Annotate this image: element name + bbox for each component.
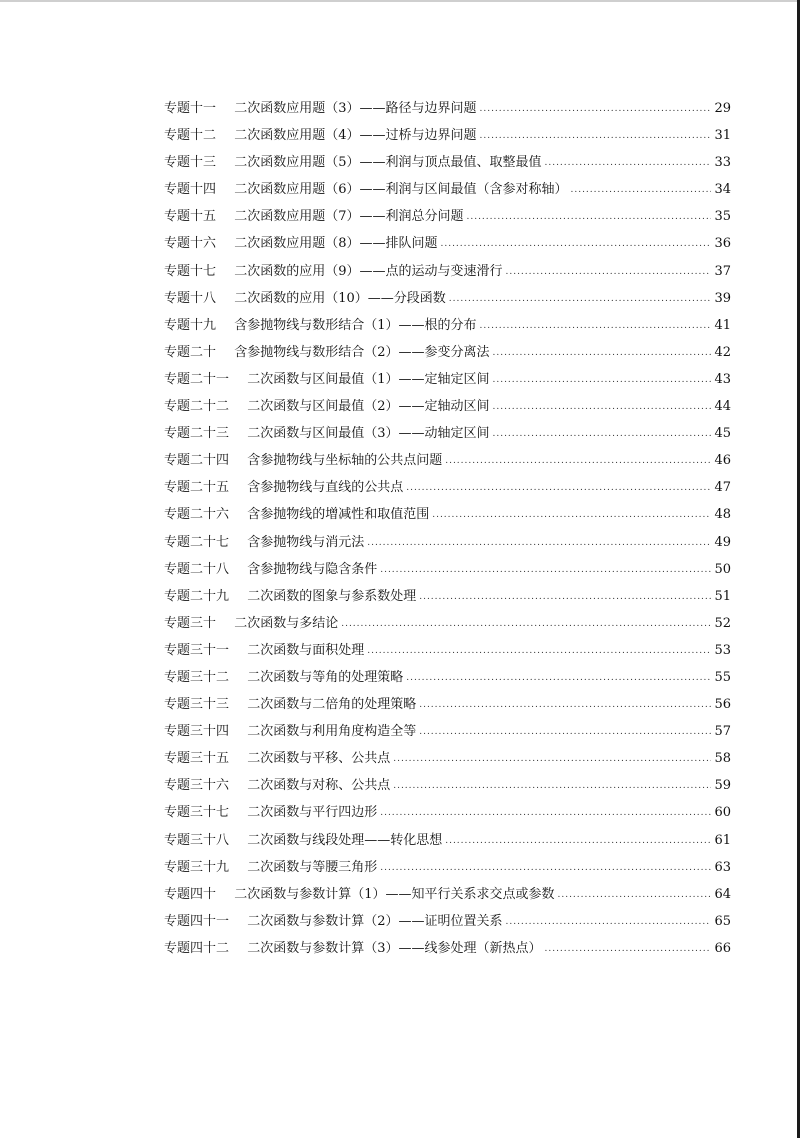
toc-entry-title: 二次函数与利用角度构造全等 bbox=[247, 724, 417, 740]
toc-entry bbox=[164, 940, 731, 967]
toc-dot-leader bbox=[419, 723, 711, 741]
toc-entry-number: 专题二十六 bbox=[164, 507, 230, 523]
toc-dot-leader bbox=[445, 452, 711, 470]
toc-dot-leader bbox=[367, 642, 711, 660]
toc-dot-leader bbox=[505, 913, 711, 931]
toc-dot-leader bbox=[557, 886, 711, 904]
toc-entry-title: 二次函数应用题（3）——路径与边界问题 bbox=[234, 101, 477, 116]
toc-entry-number: 专题二十七 bbox=[164, 534, 230, 550]
toc-entry-page-number: 49 bbox=[714, 534, 731, 550]
toc-dot-leader bbox=[449, 290, 712, 308]
toc-dot-leader bbox=[445, 832, 711, 850]
toc-entry-title: 二次函数与对称、公共点 bbox=[247, 778, 391, 794]
toc-dot-leader bbox=[492, 344, 711, 362]
toc-entry-page-number: 46 bbox=[714, 453, 731, 469]
toc-entry-title: 二次函数与二倍角的处理策略 bbox=[247, 697, 417, 713]
toc-entry-title: 含参抛物线与消元法 bbox=[247, 534, 365, 550]
toc-entry-page-number: 52 bbox=[714, 615, 731, 631]
toc-entry-title: 二次函数应用题（8）——排队问题 bbox=[234, 236, 438, 252]
toc-entry bbox=[164, 127, 731, 154]
toc-entry bbox=[164, 913, 731, 940]
toc-dot-leader bbox=[367, 534, 711, 552]
toc-entry-title: 含参抛物线与坐标轴的公共点问题 bbox=[247, 453, 443, 469]
toc-entry-number: 专题二十二 bbox=[164, 399, 230, 415]
toc-entry-title: 含参抛物线与数形结合（2）——参变分离法 bbox=[234, 344, 490, 360]
toc-entry bbox=[164, 859, 731, 886]
toc-dot-leader bbox=[406, 479, 711, 497]
toc-entry-title: 二次函数应用题（7）——利润总分问题 bbox=[234, 209, 464, 225]
toc-entry bbox=[164, 371, 731, 398]
toc-dot-leader bbox=[380, 804, 711, 822]
toc-entry-number: 专题四十一 bbox=[164, 913, 230, 929]
toc-dot-leader bbox=[393, 777, 711, 795]
toc-entry bbox=[164, 750, 731, 777]
toc-entry bbox=[164, 804, 731, 831]
toc-entry bbox=[164, 615, 731, 642]
toc-entry-title: 二次函数与平移、公共点 bbox=[247, 751, 391, 767]
toc-entry-number: 专题十八 bbox=[164, 290, 217, 306]
toc-entry-page-number: 48 bbox=[714, 507, 731, 523]
toc-entry-page-number: 47 bbox=[714, 480, 731, 496]
page-top-edge bbox=[0, 0, 800, 2]
toc-entry-page-number: 34 bbox=[714, 182, 731, 198]
toc-entry-title: 二次函数与区间最值（2）——定轴动区间 bbox=[247, 399, 490, 415]
toc-dot-leader bbox=[492, 398, 711, 416]
toc-entry-page-number: 57 bbox=[714, 724, 731, 740]
toc-entry-page-number: 51 bbox=[714, 588, 731, 604]
toc-entry bbox=[164, 561, 731, 588]
toc-dot-leader bbox=[570, 181, 711, 199]
toc-entry bbox=[164, 588, 731, 615]
toc-entry-title: 二次函数与区间最值（1）——定轴定区间 bbox=[247, 371, 490, 387]
toc-entry-number: 专题十二 bbox=[164, 128, 217, 144]
toc-entry-page-number: 61 bbox=[714, 832, 731, 848]
toc-entry-page-number: 29 bbox=[714, 101, 731, 116]
toc-entry-number: 专题四十 bbox=[164, 886, 217, 902]
toc-entry-page-number: 63 bbox=[714, 859, 731, 875]
toc-entry bbox=[164, 777, 731, 804]
toc-dot-leader bbox=[341, 615, 711, 633]
toc-entry-number: 专题十九 bbox=[164, 317, 217, 333]
toc-entry bbox=[164, 100, 731, 127]
toc-dot-leader bbox=[466, 208, 711, 226]
toc-entry-title: 二次函数应用题（4）——过桥与边界问题 bbox=[234, 128, 477, 144]
toc-entry-number: 专题二十三 bbox=[164, 426, 230, 442]
toc-entry-title: 二次函数与线段处理——转化思想 bbox=[247, 832, 443, 848]
toc-entry-page-number: 60 bbox=[714, 805, 731, 821]
toc-dot-leader bbox=[419, 696, 711, 714]
toc-entry-number: 专题二十八 bbox=[164, 561, 230, 577]
toc-entry-page-number: 53 bbox=[714, 642, 731, 658]
toc-dot-leader bbox=[544, 154, 711, 172]
toc-entry-number: 专题三十五 bbox=[164, 751, 230, 767]
toc-entry-page-number: 43 bbox=[714, 371, 731, 387]
toc-entry-number: 专题三十八 bbox=[164, 832, 230, 848]
toc-dot-leader bbox=[406, 669, 711, 687]
toc-entry-number: 专题十四 bbox=[164, 182, 217, 198]
toc-entry-title: 二次函数的应用（10）——分段函数 bbox=[234, 290, 446, 306]
toc-dot-leader bbox=[393, 750, 711, 768]
toc-entry-number: 专题二十四 bbox=[164, 453, 230, 469]
toc-dot-leader bbox=[492, 425, 711, 443]
toc-entry-page-number: 55 bbox=[714, 669, 731, 685]
toc-entry bbox=[164, 696, 731, 723]
toc-entry-title: 含参抛物线与数形结合（1）——根的分布 bbox=[234, 317, 477, 333]
toc-entry-number: 专题三十六 bbox=[164, 778, 230, 794]
toc-entry-number: 专题二十 bbox=[164, 344, 217, 360]
toc-dot-leader bbox=[380, 859, 711, 877]
toc-entry-number: 专题二十一 bbox=[164, 371, 230, 387]
toc-entry-page-number: 42 bbox=[714, 344, 731, 360]
toc-entry bbox=[164, 479, 731, 506]
toc-entry-page-number: 33 bbox=[714, 155, 731, 171]
toc-entry-page-number: 36 bbox=[714, 236, 731, 252]
toc-dot-leader bbox=[380, 561, 711, 579]
toc-entry bbox=[164, 235, 731, 262]
toc-entry-page-number: 45 bbox=[714, 426, 731, 442]
toc-entry-title: 二次函数的应用（9）——点的运动与变速滑行 bbox=[234, 263, 503, 279]
toc-entry-page-number: 31 bbox=[714, 128, 731, 144]
toc-entry-title: 二次函数与多结论 bbox=[234, 615, 339, 631]
toc-entry-number: 专题二十五 bbox=[164, 480, 230, 496]
toc-entry-page-number: 66 bbox=[714, 940, 731, 956]
toc-entry-page-number: 56 bbox=[714, 697, 731, 713]
toc-dot-leader bbox=[492, 371, 711, 389]
toc-entry-number: 专题三十二 bbox=[164, 669, 230, 685]
toc-entry-title: 二次函数与参数计算（3）——线参处理（新热点） bbox=[247, 940, 542, 956]
toc-entry bbox=[164, 642, 731, 669]
toc-entry-title: 含参抛物线的增减性和取值范围 bbox=[247, 507, 430, 523]
toc-entry-title: 含参抛物线与隐含条件 bbox=[247, 561, 378, 577]
toc-entry-title: 二次函数与面积处理 bbox=[247, 642, 365, 658]
toc-entry-page-number: 41 bbox=[714, 317, 731, 333]
toc-entry-number: 专题十五 bbox=[164, 209, 217, 225]
toc-entry-page-number: 65 bbox=[714, 913, 731, 929]
toc-entry bbox=[164, 425, 731, 452]
toc-entry-number: 专题三十七 bbox=[164, 805, 230, 821]
toc-entry-number: 专题三十一 bbox=[164, 642, 230, 658]
toc-entry-number: 专题十六 bbox=[164, 236, 217, 252]
toc-dot-leader bbox=[419, 588, 711, 606]
toc-dot-leader bbox=[479, 127, 711, 145]
toc-dot-leader bbox=[479, 100, 711, 118]
toc-entry-number: 专题二十九 bbox=[164, 588, 230, 604]
toc-entry bbox=[164, 181, 731, 208]
toc-entry bbox=[164, 317, 731, 344]
toc-entry bbox=[164, 154, 731, 181]
toc-entry-number: 专题三十四 bbox=[164, 724, 230, 740]
toc-entry-page-number: 59 bbox=[714, 778, 731, 794]
toc-entry-page-number: 35 bbox=[714, 209, 731, 225]
table-of-contents bbox=[164, 100, 731, 967]
toc-entry-title: 二次函数与等腰三角形 bbox=[247, 859, 378, 875]
toc-entry-title: 二次函数与参数计算（2）——证明位置关系 bbox=[247, 913, 503, 929]
toc-entry bbox=[164, 886, 731, 913]
toc-entry-title: 二次函数与等角的处理策略 bbox=[247, 669, 404, 685]
toc-entry-page-number: 64 bbox=[714, 886, 731, 902]
toc-entry bbox=[164, 832, 731, 859]
toc-entry-page-number: 44 bbox=[714, 399, 731, 415]
toc-entry bbox=[164, 208, 731, 235]
toc-entry bbox=[164, 263, 731, 290]
toc-entry-number: 专题十七 bbox=[164, 263, 217, 279]
toc-entry bbox=[164, 344, 731, 371]
toc-entry-page-number: 39 bbox=[714, 290, 731, 306]
toc-entry-title: 二次函数应用题（6）——利润与区间最值（含参对称轴） bbox=[234, 182, 568, 198]
toc-entry-number: 专题十三 bbox=[164, 155, 217, 171]
toc-entry-number: 专题三十三 bbox=[164, 697, 230, 713]
toc-entry bbox=[164, 452, 731, 479]
toc-entry-number: 专题三十 bbox=[164, 615, 217, 631]
toc-entry bbox=[164, 534, 731, 561]
toc-dot-leader bbox=[479, 317, 711, 335]
toc-entry bbox=[164, 669, 731, 696]
toc-entry bbox=[164, 398, 731, 425]
toc-entry-number: 专题十一 bbox=[164, 101, 217, 116]
toc-entry-number: 专题四十二 bbox=[164, 940, 230, 956]
toc-dot-leader bbox=[432, 506, 711, 524]
toc-entry-title: 二次函数与参数计算（1）——知平行关系求交点或参数 bbox=[234, 886, 555, 902]
toc-entry-title: 二次函数与平行四边形 bbox=[247, 805, 378, 821]
toc-entry-number: 专题三十九 bbox=[164, 859, 230, 875]
toc-entry-title: 二次函数应用题（5）——利润与顶点最值、取整最值 bbox=[234, 155, 542, 171]
toc-entry-title: 二次函数的图象与参系数处理 bbox=[247, 588, 417, 604]
toc-entry-page-number: 58 bbox=[714, 751, 731, 767]
toc-entry bbox=[164, 506, 731, 533]
toc-entry-title: 含参抛物线与直线的公共点 bbox=[247, 480, 404, 496]
toc-dot-leader bbox=[544, 940, 711, 958]
toc-entry bbox=[164, 290, 731, 317]
toc-entry bbox=[164, 723, 731, 750]
toc-entry-page-number: 50 bbox=[714, 561, 731, 577]
toc-entry-page-number: 37 bbox=[714, 263, 731, 279]
toc-dot-leader bbox=[440, 235, 711, 253]
toc-dot-leader bbox=[505, 263, 711, 281]
toc-entry-title: 二次函数与区间最值（3）——动轴定区间 bbox=[247, 426, 490, 442]
